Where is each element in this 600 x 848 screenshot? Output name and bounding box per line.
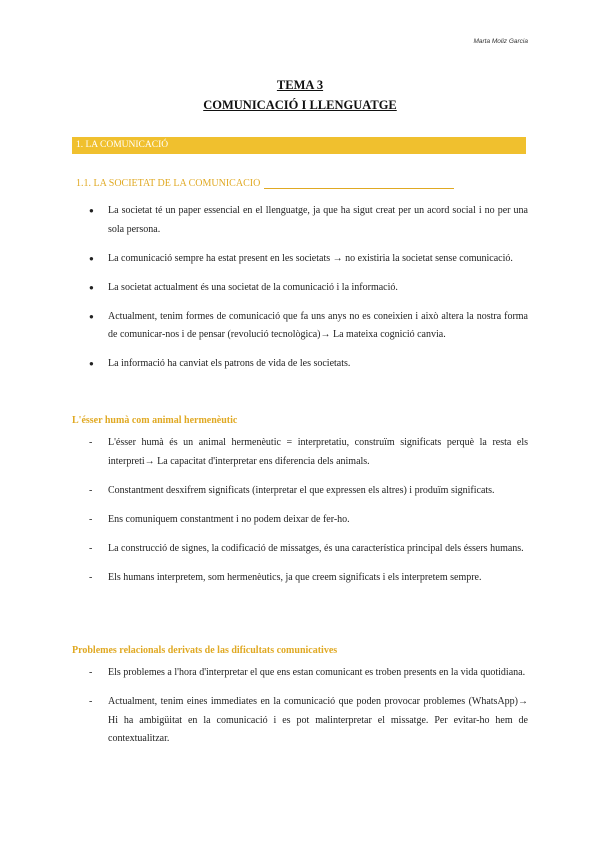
- heading-relational-problems: Problemes relacionals derivats de las dificultats comunicatives: [72, 645, 338, 656]
- list-item-text: Actualment, tenim eines immediates en la comunicació que poden provocar problemes (WhatsApp)→ Hi ha ambigüitat en la comunicació i es pot malinterpretar el missatge. Per evitar-ho hem de contextualitzar.: [108, 696, 528, 744]
- list-item: [0, 355, 600, 374]
- list-item: [0, 569, 600, 588]
- dash-icon: -: [89, 513, 93, 525]
- list-item: [0, 434, 600, 471]
- list-item-text: Constantment desxifrem significats (interpretar el que expressen els altres) i produïm significats.: [108, 484, 495, 496]
- bullet-icon: ●: [89, 311, 94, 321]
- dash-icon: -: [89, 667, 93, 678]
- dash-list-hermeneutic: [0, 434, 600, 598]
- list-item-text: Ens comuniquem constantment i no podem deixar de fer-ho.: [108, 513, 350, 525]
- bullet-icon: ●: [89, 253, 94, 263]
- heading-hermeneutic: L'ésser humà com animal hermenèutic: [72, 415, 238, 426]
- section-heading: [72, 137, 526, 154]
- list-item: [0, 279, 600, 298]
- dash-list-problems: [0, 664, 600, 759]
- list-item-text: La construcció de signes, la codificació de missatges, és una característica principal dels éssers humans.: [108, 542, 524, 554]
- subsection-heading: [76, 178, 526, 189]
- list-item: [0, 250, 600, 269]
- list-item: [0, 202, 600, 239]
- list-item-text: Actualment, tenim formes de comunicació que fa uns anys no es coneixien i això altera la nostra forma de comunicar-nos i de pensar (revolució tecnològica)→ La mateixa cognició canvia.: [108, 310, 528, 340]
- list-item-text: La societat actualment és una societat de la comunicació i la informació.: [108, 281, 398, 293]
- list-item: [0, 482, 600, 501]
- bullet-icon: ●: [89, 206, 94, 215]
- section-heading-label: 1. LA COMUNICACIÓ: [76, 140, 169, 150]
- bullet-icon: ●: [89, 282, 94, 292]
- list-item-text: Els problemes a l'hora d'interpretar el que ens estan comunicant es troben presents en la vida quotidiana.: [108, 667, 526, 678]
- author-name: Marta Moliz Garcia: [473, 38, 528, 45]
- list-item: [0, 664, 600, 683]
- dash-icon: -: [89, 484, 93, 496]
- list-item: [0, 308, 600, 345]
- dash-icon: -: [89, 571, 93, 583]
- dash-icon: -: [89, 696, 93, 707]
- bullet-icon: ●: [89, 359, 94, 368]
- list-item: [0, 540, 600, 559]
- dash-icon: -: [89, 542, 93, 554]
- subsection-heading-label: 1.1. LA SOCIETAT DE LA COMUNICACIÓ: [76, 178, 261, 189]
- page-subtitle: COMUNICACIÓ I LLENGUATGE: [203, 98, 397, 112]
- list-item-text: La societat té un paper essencial en el llenguatge, ja que ha sigut creat per un acord social i no per una sola persona.: [108, 205, 528, 235]
- list-item-text: Els humans interpretem, som hermenèutics, ja que creem significats i els interpretem sempre.: [108, 571, 482, 583]
- list-item: [0, 693, 600, 749]
- list-item: [0, 511, 600, 530]
- dash-icon: -: [89, 437, 93, 448]
- list-item-text: La informació ha canviat els patrons de vida de les societats.: [108, 358, 351, 369]
- list-item-text: La comunicació sempre ha estat present en les societats → no existiria la societat sense comunicació.: [108, 252, 513, 264]
- heading-rule: [264, 179, 454, 189]
- bullet-list-society: [0, 202, 600, 384]
- page-title: TEMA 3: [276, 78, 324, 92]
- list-item-text: L'ésser humà és un animal hermenèutic = interpretatiu, construïm significats perquè la resta els interpreti→ La capacitat d'interpretar ens diferencia dels animals.: [108, 437, 528, 467]
